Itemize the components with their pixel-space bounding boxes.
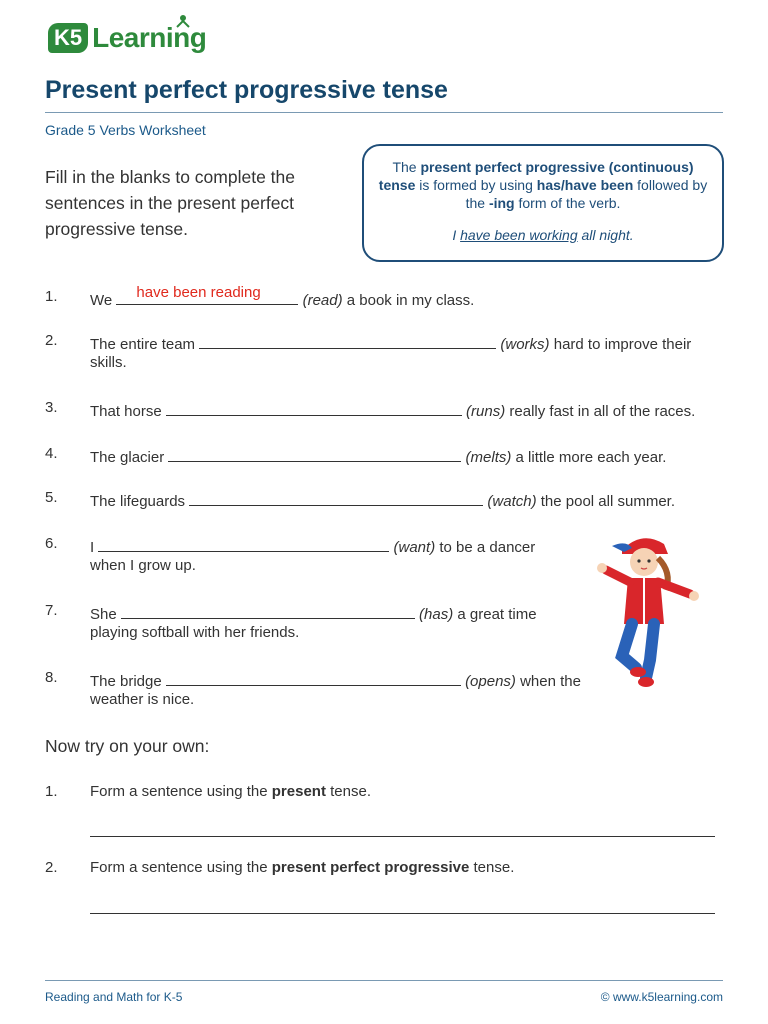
open-item-text: Form a sentence using the	[90, 783, 272, 800]
exercise-text: hard to improve their	[549, 336, 692, 353]
definition-part: is formed by using	[415, 177, 537, 193]
definition-text	[378, 158, 708, 212]
definition-part: followed by the	[465, 177, 708, 211]
exercise-text: the pool all summer.	[536, 493, 675, 510]
logo-person-icon	[176, 14, 190, 28]
exercise-number: 5.	[45, 489, 58, 506]
exercise-text: when the	[515, 673, 581, 690]
verb-hint: (watch)	[487, 493, 537, 510]
exercise-text: a great time	[453, 606, 537, 623]
header-divider	[45, 112, 723, 113]
exercise-text: The entire team	[90, 336, 200, 353]
definition-part: The	[392, 159, 421, 175]
exercise-text-continued: playing softball with her friends.	[90, 624, 300, 641]
example-verb-phrase: have been working	[460, 227, 578, 243]
exercise-text: to be a dancer	[435, 539, 536, 556]
exercise-number: 3.	[45, 399, 58, 416]
answer-blank[interactable]	[199, 330, 496, 349]
exercise-text: The glacier	[90, 449, 169, 466]
exercise-number: 8.	[45, 669, 58, 686]
answer-line[interactable]	[90, 913, 715, 914]
example-part: all night.	[577, 227, 634, 243]
definition-term: present perfect progressive (continuous) tense	[378, 159, 694, 193]
open-item-number: 2.	[45, 859, 58, 876]
exercise-text: a little more each year.	[511, 449, 667, 466]
answer-blank[interactable]	[189, 487, 483, 506]
answer-blank[interactable]	[116, 286, 298, 305]
verb-hint: (runs)	[466, 403, 506, 420]
worksheet-subtitle: Grade 5 Verbs Worksheet	[45, 122, 206, 138]
definition-auxiliary: has/have been	[536, 177, 634, 193]
answer-blank[interactable]	[166, 397, 462, 416]
definition-box	[362, 144, 724, 262]
verb-hint: (melts)	[465, 449, 512, 466]
logo-learning-text: Learning	[92, 22, 207, 53]
open-item-keyword: present	[271, 783, 326, 800]
exercise-text: That horse	[90, 403, 166, 420]
exercise-number: 4.	[45, 445, 58, 462]
page-title: Present perfect progressive tense	[45, 76, 448, 104]
footer-website-link[interactable]: © www.k5learning.com	[600, 990, 723, 1004]
exercise-text-continued: weather is nice.	[90, 691, 195, 708]
exercise-text-continued: when I grow up.	[90, 557, 196, 574]
exercise-text: I	[90, 539, 99, 556]
footer-tagline: Reading and Math for K-5	[45, 990, 183, 1004]
answer-blank[interactable]	[121, 600, 415, 619]
verb-hint: (has)	[419, 606, 454, 623]
example-part: I	[452, 227, 461, 243]
try-own-heading: Now try on your own:	[45, 736, 210, 756]
exercise-number: 7.	[45, 602, 58, 619]
open-item-number: 1.	[45, 783, 58, 800]
exercise-number: 1.	[45, 288, 58, 305]
definition-part: form of the verb.	[514, 195, 621, 211]
open-item-text: tense.	[325, 783, 371, 800]
answer-blank[interactable]	[98, 533, 389, 552]
exercise-text: really fast in all of the races.	[505, 403, 696, 420]
exercise-text: The lifeguards	[90, 493, 190, 510]
child-illustration	[592, 528, 702, 688]
exercise-text: She	[90, 606, 121, 623]
exercise-text: We	[90, 292, 117, 309]
verb-hint: (want)	[393, 539, 436, 556]
exercise-number: 6.	[45, 535, 58, 552]
k5-learning-logo	[48, 22, 206, 54]
verb-hint: (works)	[500, 336, 550, 353]
answer-line[interactable]	[90, 836, 715, 837]
exercise-text: The bridge	[90, 673, 166, 690]
instructions: Fill in the blanks to complete the sentences in the present perfect progressive tense.	[45, 167, 295, 239]
open-item-keyword: present perfect progressive	[271, 859, 470, 876]
open-item-text: tense.	[469, 859, 515, 876]
answer-blank[interactable]	[166, 667, 461, 686]
definition-example	[378, 226, 708, 244]
answer-blank[interactable]	[168, 443, 461, 462]
footer-divider	[45, 980, 723, 981]
verb-hint: (read)	[302, 292, 343, 309]
verb-hint: (opens)	[465, 673, 516, 690]
exercise-number: 2.	[45, 332, 58, 349]
definition-suffix: -ing	[488, 195, 515, 211]
exercise-text: a book in my class.	[342, 292, 475, 309]
open-item-text: Form a sentence using the	[90, 859, 272, 876]
answer-text: have been reading	[136, 284, 261, 301]
logo-k5-badge: K5	[48, 23, 88, 53]
exercise-text-continued: skills.	[90, 354, 127, 371]
